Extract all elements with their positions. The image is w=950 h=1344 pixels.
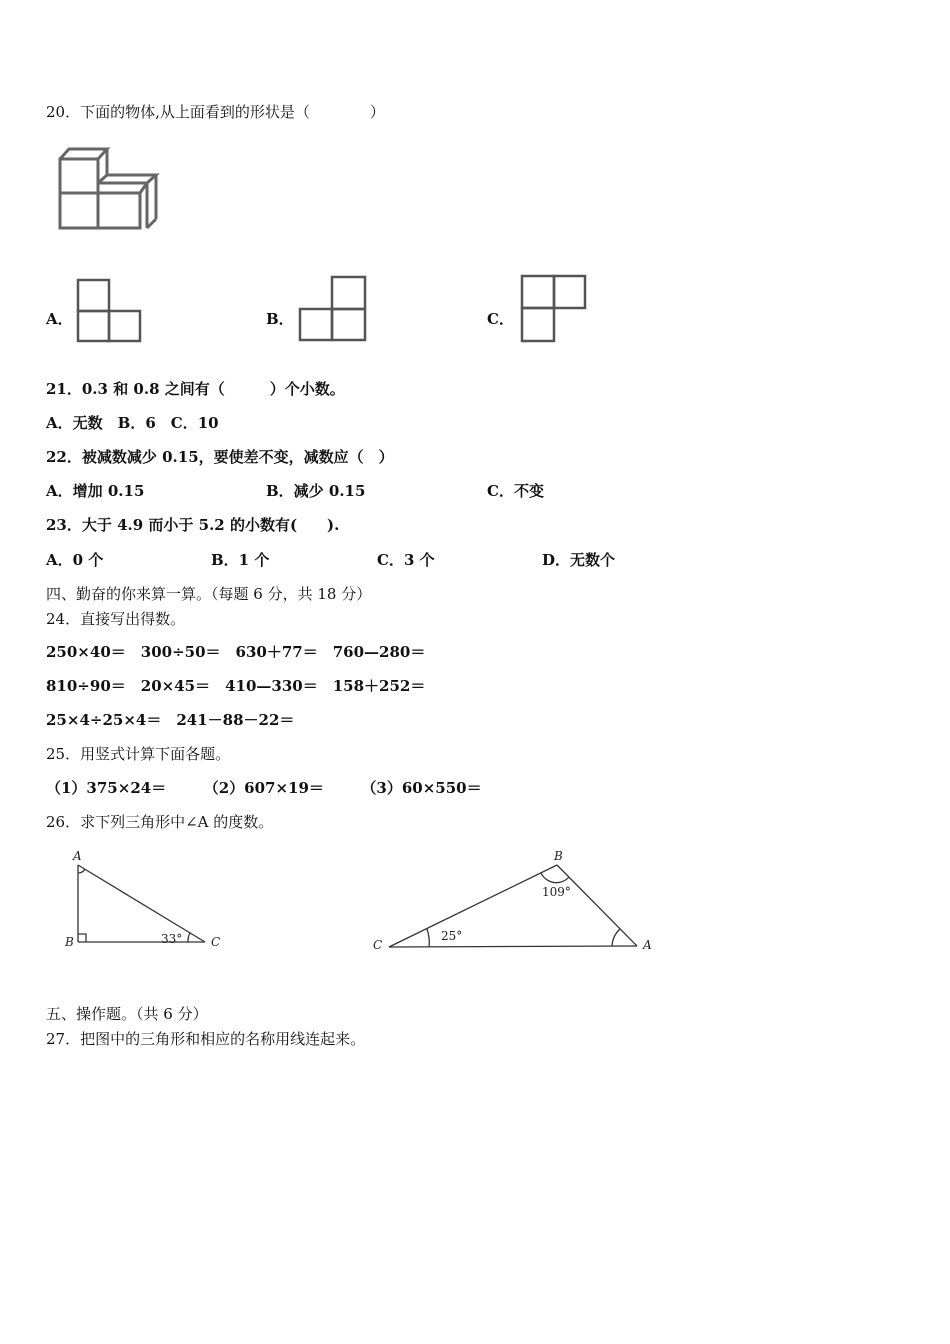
q24-row-3: 25×4÷25×4＝ 241－88－22＝ [46,711,295,729]
triangle1-vertex-b: B [65,935,74,949]
q25-stem: 25．用竖式计算下面各题。 [46,745,231,763]
cube-figure [55,145,165,235]
q23-option-c[interactable]: C．3 个 [377,551,435,569]
section-5-heading: 五、操作题。（共 6 分） [46,1005,208,1023]
q20-option-c-label: C． [487,310,514,328]
q24-row-2: 810÷90＝ 20×45＝ 410—330＝ 158＋252＝ [46,677,426,695]
q22-option-c[interactable]: C．不变 [487,482,544,500]
q26-stem: 26．求下列三角形中∠A 的度数。 [46,813,274,831]
triangle1-vertex-c: C [211,935,221,949]
triangle1-angle-label: 33° [161,932,183,946]
triangle2-vertex-c: C [373,938,383,952]
q23-option-a[interactable]: A．0 个 [46,551,104,569]
q24-row-1: 250×40＝ 300÷50＝ 630＋77＝ 760—280＝ [46,643,426,661]
q27-stem: 27．把图中的三角形和相应的名称用线连起来。 [46,1030,366,1048]
right-triangle-figure [60,845,230,955]
q22-option-b[interactable]: B．减少 0.15 [266,482,366,500]
triangle2-angle-c-label: 25° [441,929,463,943]
triangle1-vertex-a: A [73,849,82,863]
triangle2-vertex-b: B [554,849,563,863]
q25-items: （1）375×24＝ （2）607×19＝ （3）60×550＝ [46,779,482,797]
q20-option-b-label: B． [266,310,294,328]
q20-option-a-label: A． [46,310,73,328]
q22-option-a[interactable]: A．增加 0.15 [46,482,145,500]
q21-options[interactable]: A．无数 B．6 C．10 [46,414,219,432]
q23-option-b[interactable]: B．1 个 [211,551,270,569]
section-4-heading: 四、勤奋的你来算一算。（每题 6 分，共 18 分） [46,585,372,603]
q20-option-b-shape[interactable] [298,275,368,343]
q23-stem: 23．大于 4.9 而小于 5.2 的小数有( ). [46,516,340,534]
q23-option-d[interactable]: D．无数个 [542,551,616,569]
q22-stem: 22．被减数减少 0.15，要使差不变，减数应（ ） [46,448,394,466]
q21-stem: 21．0.3 和 0.8 之间有（ ）个小数。 [46,380,345,398]
obtuse-triangle-figure [370,845,670,960]
triangle2-vertex-a: A [643,938,652,952]
q24-stem: 24．直接写出得数。 [46,610,186,628]
triangle2-angle-b-label: 109° [542,885,571,899]
q20-stem: 20．下面的物体,从上面看到的形状是（ ） [46,103,385,121]
q20-option-a-shape[interactable] [76,278,142,344]
q20-option-c-shape[interactable] [520,274,588,344]
